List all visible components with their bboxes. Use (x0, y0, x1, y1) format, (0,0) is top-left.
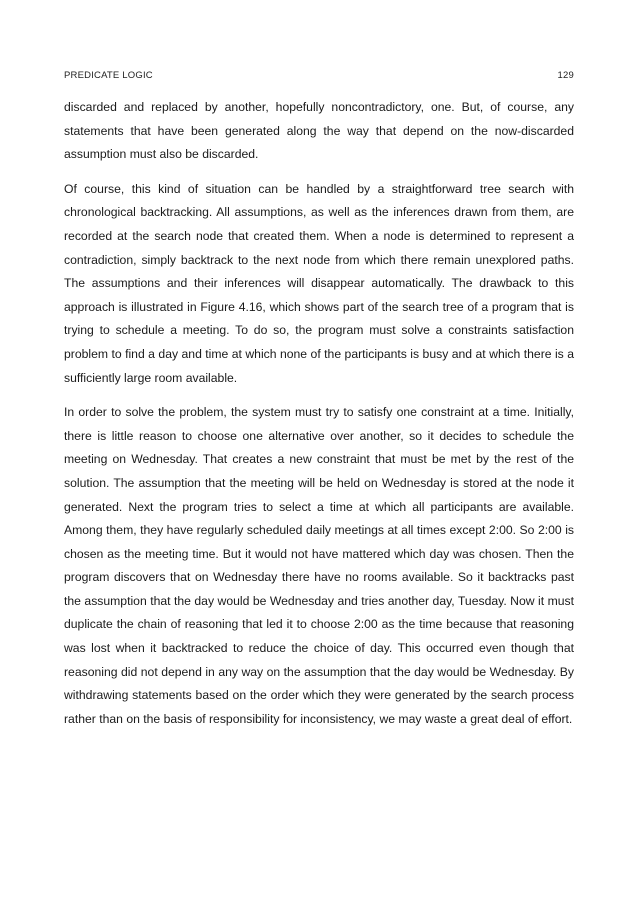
page-number: 129 (557, 70, 574, 81)
paragraph: discarded and replaced by another, hopefully noncontradictory, one. But, of course, any statements that have been generated along the way that depend on the now-discarded assumption must also be discarded. (64, 100, 574, 162)
running-title: PREDICATE LOGIC (64, 70, 153, 81)
page-header (64, 70, 574, 84)
paragraph: Of course, this kind of situation can be handled by a straightforward tree search with chronological backtracking. All assumptions, as well as the inferences drawn from them, are recorded at the search node that created them. When a node is determined to represent a contradiction, simply backtrack to the next node from which there remain unexplored paths. The assumptions and their inferences will disappear automatically. The drawback to this approach is illustrated in Figure 4.16, which shows part of the search tree of a program that is trying to schedule a meeting. To do so, the program must solve a constraints satisfaction problem to find a day and time at which none of the participants is busy and at which there is a sufficiently large room available. (64, 181, 574, 385)
paragraph: In order to solve the problem, the system must try to satisfy one constraint at a time. Initially, there is little reason to choose one alternative over another, so it decides to schedule the meeting on Wednesday. That creates a new constraint that must be met by the rest of the solution. The assumption that the meeting will be held on Wednesday is stored at the node it generated. Next the program tries to select a time at which all participants are available. Among them, they have regularly scheduled daily meetings at all times except 2:00. So 2:00 is chosen as the meeting time. But it would not have mattered which day was chosen. Then the program discovers that on Wednesday there have no rooms available. So it backtracks past the assumption that the day would be Wednesday and tries another day, Tuesday. Now it must duplicate the chain of reasoning that led it to choose 2:00 as the time because that reasoning was lost when it backtracked to reduce the choice of day. This occurred even though that reasoning did not depend in any way on the assumption that the day would be Wednesday. By withdrawing statements based on the order which they were generated by the search process rather than on the basis of responsibility for inconsistency, we may waste a great deal of effort. (64, 405, 574, 726)
body-text (64, 96, 574, 742)
